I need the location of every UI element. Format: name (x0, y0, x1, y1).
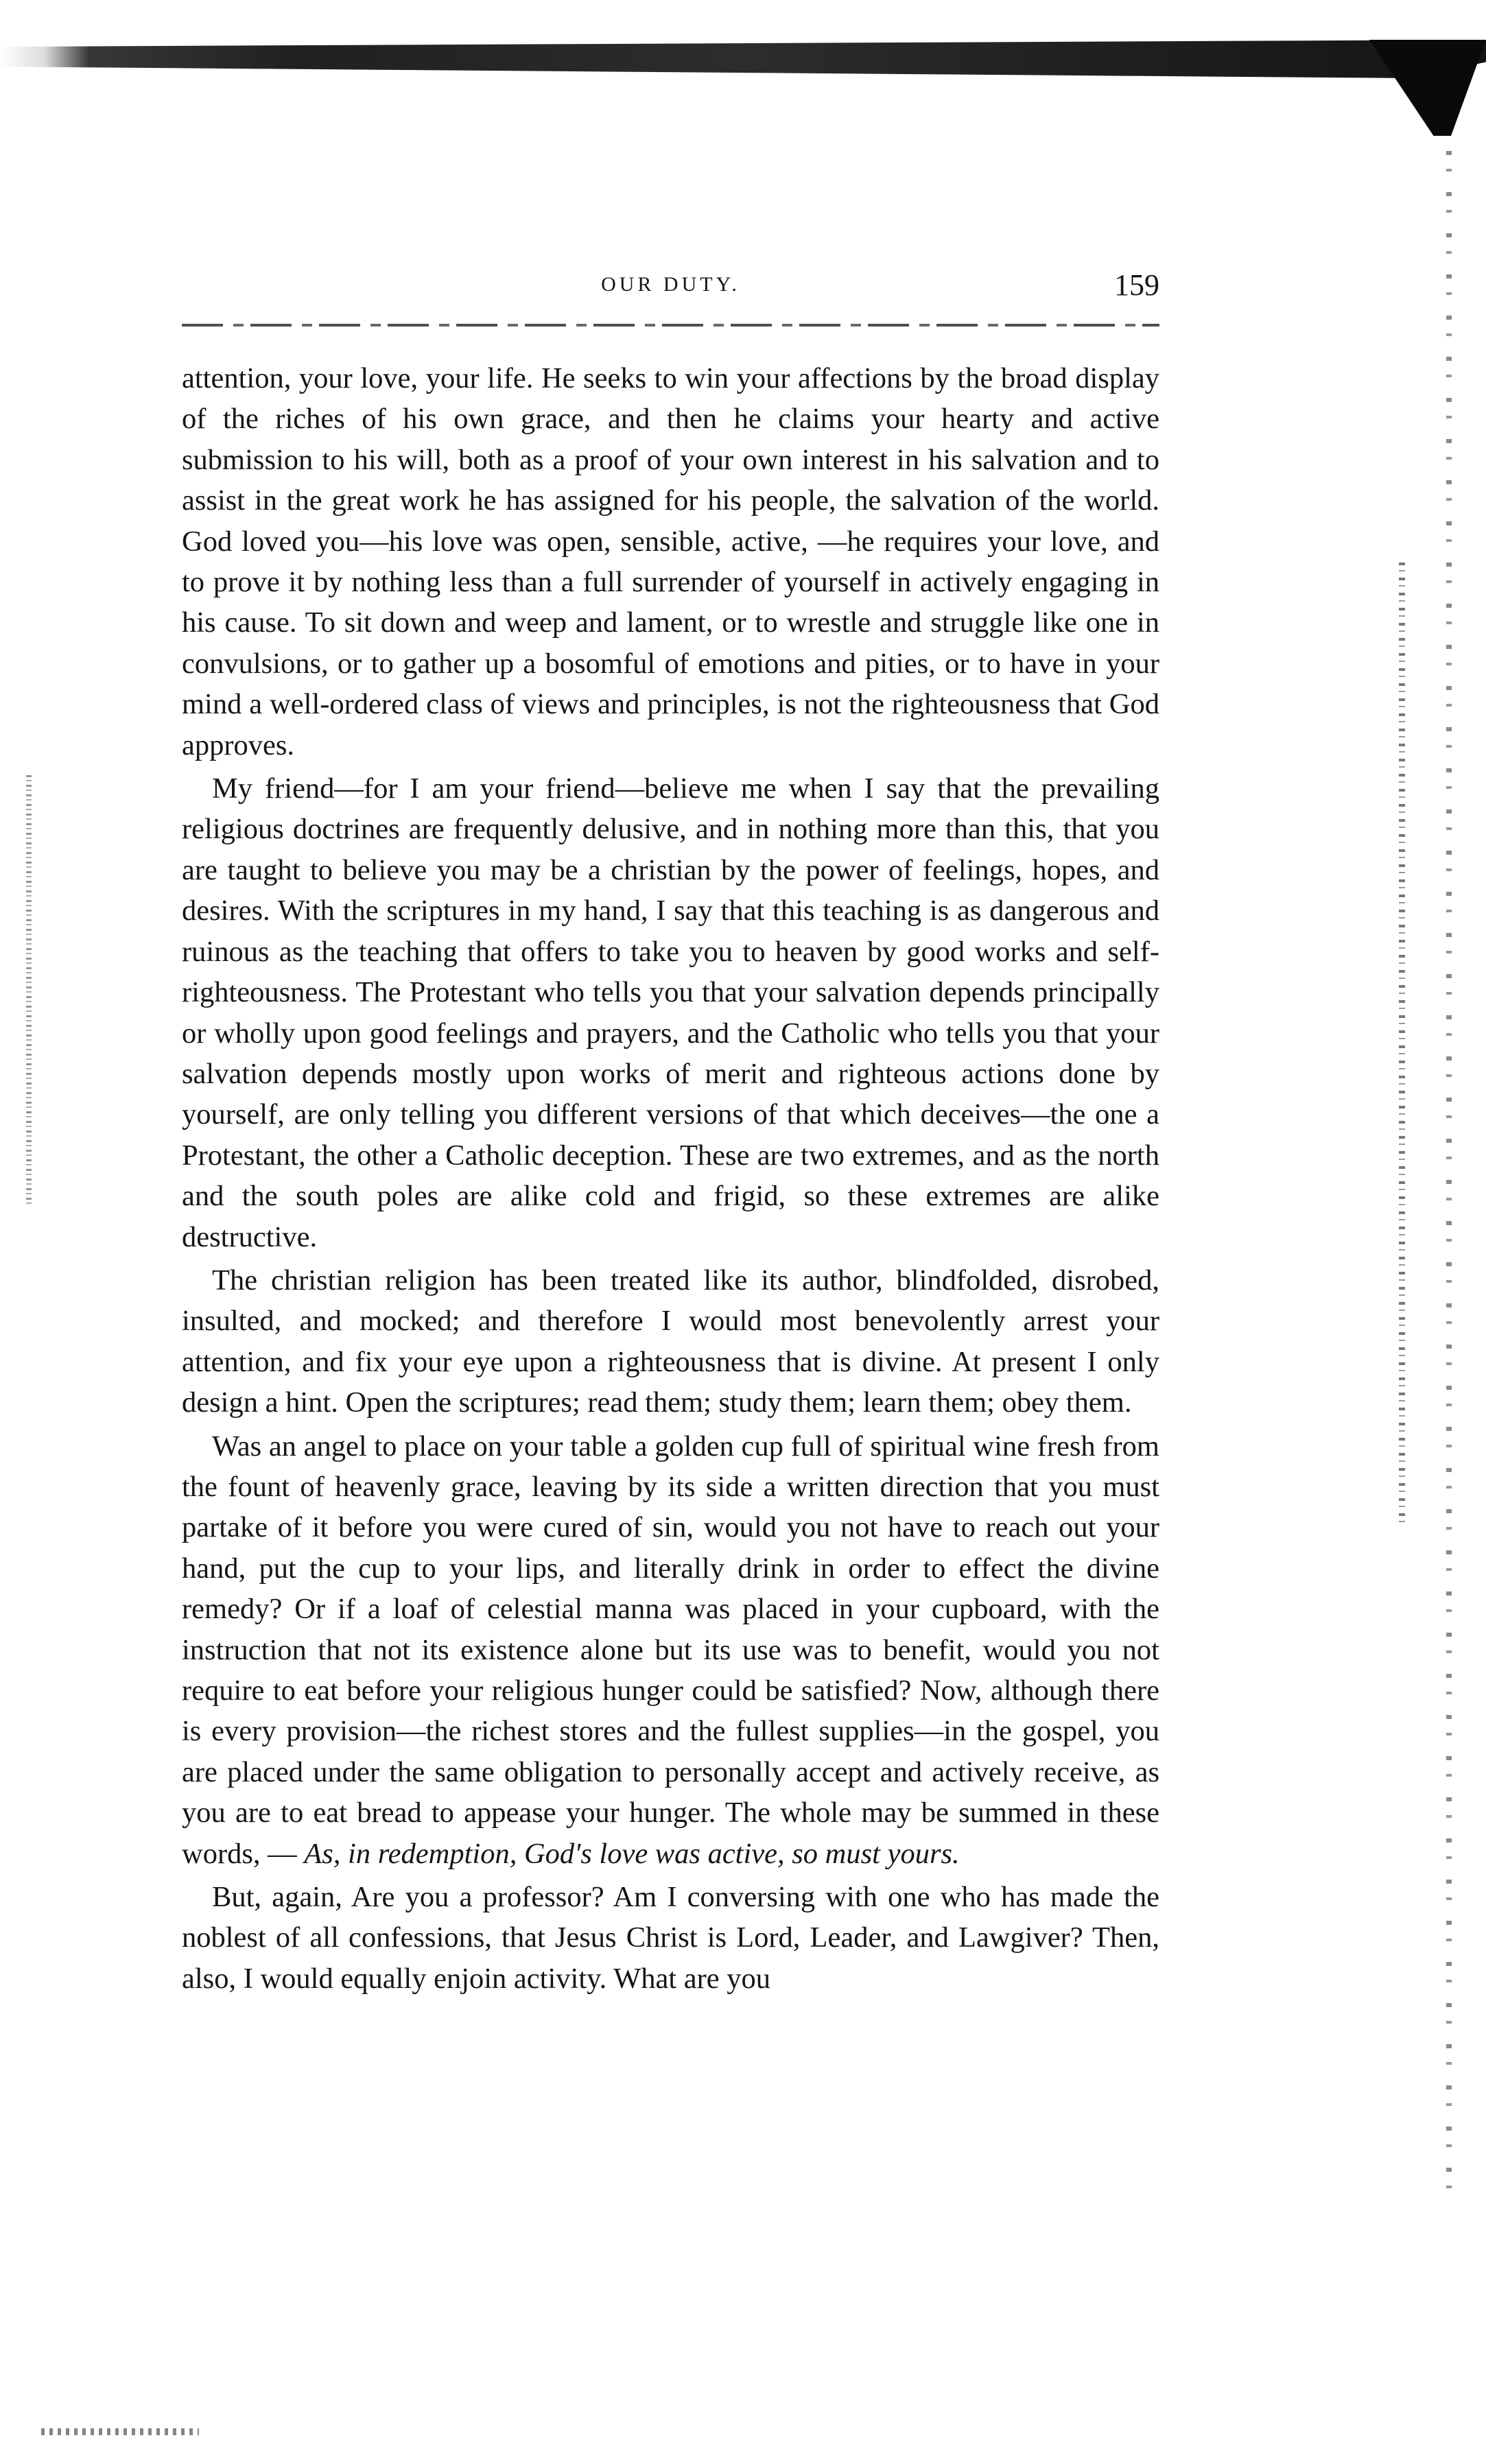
scan-top-corner-shadow (1369, 40, 1486, 136)
header-rule (182, 324, 1159, 327)
scan-right-edge-marks (1446, 151, 1452, 2209)
scan-top-edge-shadow (0, 40, 1486, 78)
paragraph-5: But, again, Are you a professor? Am I conversing with one who has made the noblest of all confessions, that Jesus Christ is Lord, Leader, and Lawgiver? Then, also, I would equally enjoin activity. What are you (182, 1881, 1159, 1995)
book-page (182, 268, 1159, 1999)
running-head-title: OUR DUTY. (601, 273, 740, 296)
scan-left-margin-bleed (26, 775, 32, 1207)
paragraph-3: The christian religion has been treated like its author, blindfolded, disrobed, insulted, and mocked; and therefore I would most benevolently arrest your attention, and fix your eye upon a righteousness that is divine. At present I only design a hint. Open the scriptures; read them; study them; learn them; obey them. (182, 1264, 1159, 1419)
paragraph-1: attention, your love, your life. He seeks to win your affections by the broad display of the riches of his own grace, and then he claims your hearty and active submission to his will, both as a proof of your own interest in his salvation and to assist in the great work he has assigned for his people, the salvation of the world. God loved you—his love was open, sensible, active, —he requires your love, and to prove it by nothing less than a full surrender of yourself in actively engaging in his cause. To sit down and weep and lament, or to wrestle and struggle like one in convulsions, or to gather up a bosomful of emotions and pities, or to have in your mind a well-ordered class of views and principles, is not the righteousness that God approves. (182, 362, 1159, 761)
scan-bottom-edge-marks (41, 2428, 199, 2435)
running-head (182, 268, 1159, 306)
paragraph-4-text: Was an angel to place on your table a golden cup full of spiritual wine fresh from the fount of heavenly grace, leaving by its side a written direction that you must partake of it before you were cured of sin, would you not have to reach out your hand, put the cup to your lips, and literally drink in order to effect the divine remedy? Or if a loaf of celestial manna was placed in your cupboard, with the instruction that not its existence alone but its use was to benefit, would you not require to eat before your religious hunger could be satisfied? Now, although there is every provision—the richest stores and the fullest supplies—in the gospel, you are placed under the same obligation to personally accept and actively receive, as you are to eat bread to appease your hunger. The whole may be summed in these words, — (182, 1430, 1159, 1870)
paragraph-4-maxim: As, in redemption, God's love was active, so must yours. (304, 1837, 960, 1870)
paragraph-4 (182, 1426, 1159, 1874)
scan-right-margin-bleed (1399, 562, 1405, 1523)
paragraph-2: My friend—for I am your friend—believe me when I say that the prevailing religious doctrines are frequently delusive, and in nothing more than this, that you are taught to believe you may be a christian by the power of feelings, hopes, and desires. With the scriptures in my hand, I say that this teaching is as dangerous and ruinous as the teaching that offers to take you to heaven by good works and self-righteousness. The Protestant who tells you that your salvation depends principally or wholly upon good feelings and prayers, and the Catholic who tells you that your salvation depends mostly upon works of merit and righteous actions done by yourself, are only telling you different versions of that which deceives—the one a Protestant, the other a Catholic deception. These are two extremes, and as the north and the south poles are alike cold and frigid, so these extremes are alike destructive. (182, 772, 1159, 1253)
body-text (182, 358, 1159, 1999)
page-number: 159 (1114, 268, 1159, 302)
